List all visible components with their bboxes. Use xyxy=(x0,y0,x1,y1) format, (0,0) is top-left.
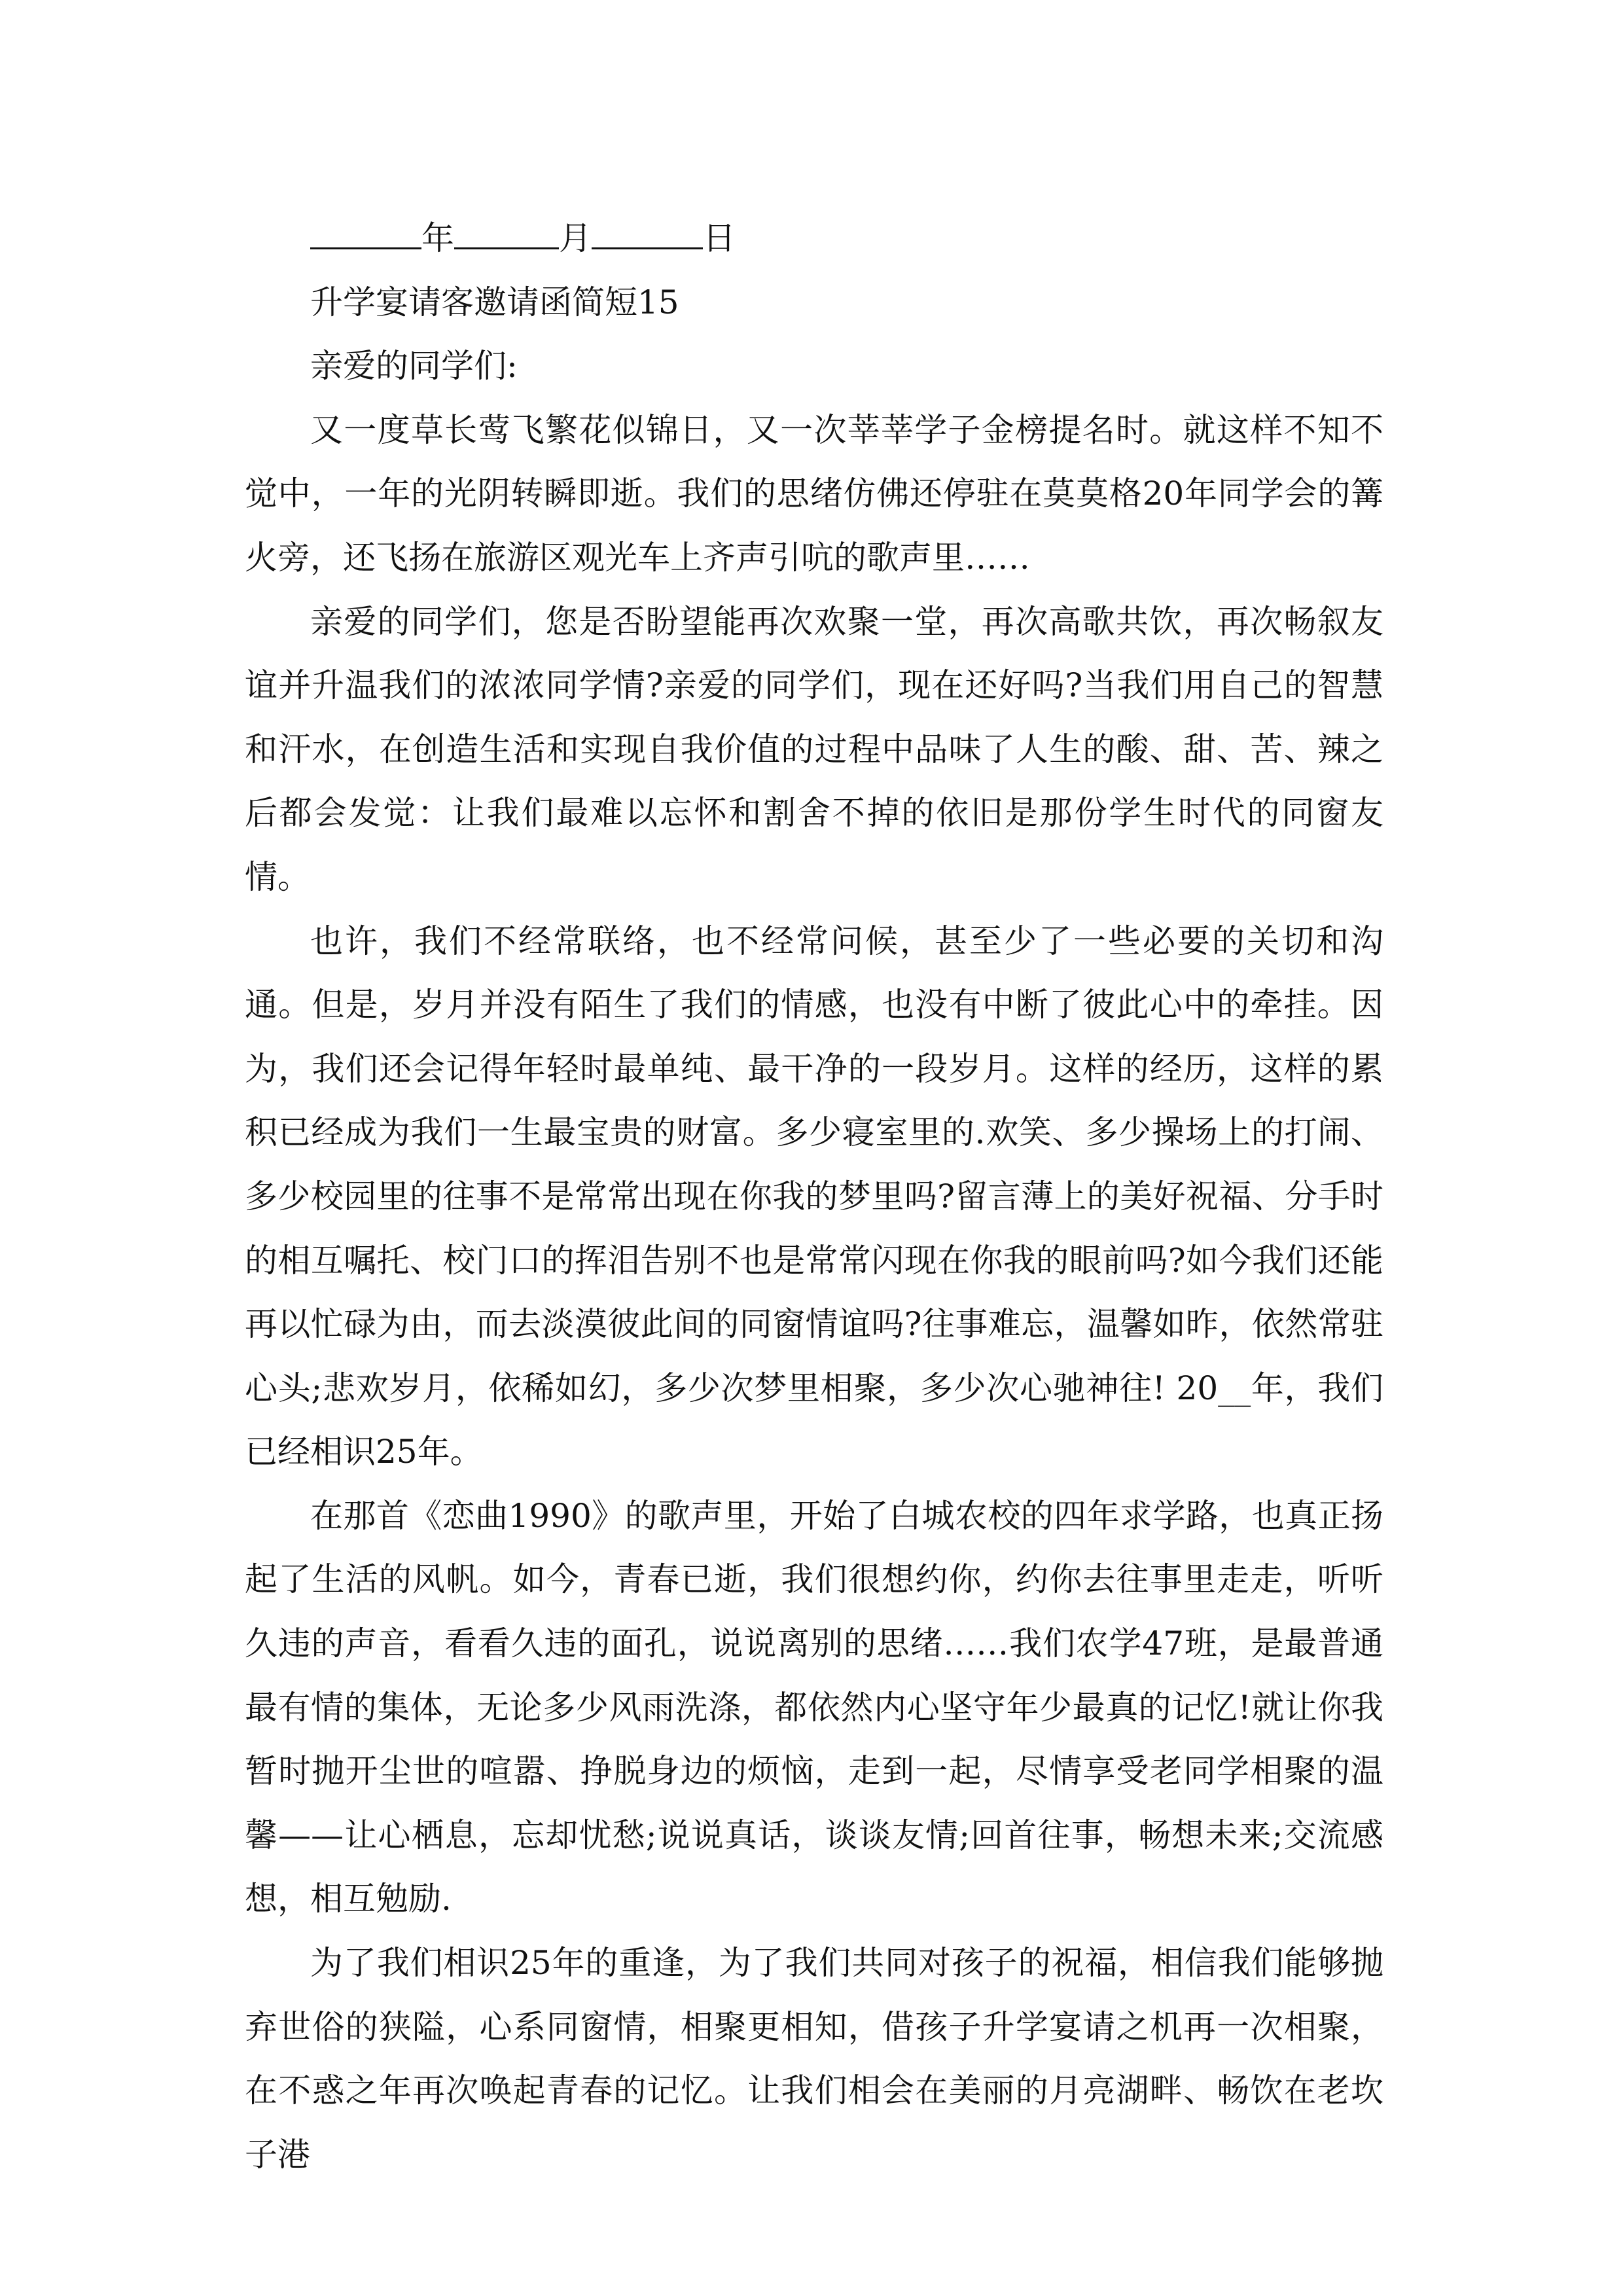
paragraph-2: 亲爱的同学们，您是否盼望能再次欢聚一堂，再次高歌共饮，再次畅叙友谊并升温我们的浓浓同学情?亲爱的同学们，现在还好吗?当我们用自己的智慧和汗水，在创造生活和实现自我价值的过程中品味了人生的酸、甜、苦、辣之后都会发觉：让我们最难以忘怀和割舍不掉的依旧是那份学生时代的同窗友情。 xyxy=(245,602,1383,896)
document-title: 升学宴请客邀请函简短15 xyxy=(310,283,679,321)
year-label: 年 xyxy=(421,219,454,257)
paragraph-1: 又一度草长莺飞繁花似锦日，又一次莘莘学子金榜提名时。就这样不知不觉中，一年的光阴转瞬即逝。我们的思绪仿佛还停驻在莫莫格20年同学会的篝火旁，还飞扬在旅游区观光车上齐声引吭的歌声里…… xyxy=(245,410,1383,577)
paragraph-5: 为了我们相识25年的重逢，为了我们共同对孩子的祝福，相信我们能够抛弃世俗的狭隘，心系同窗情，相聚更相知，借孩子升学宴请之机再一次相聚，在不惑之年再次唤起青春的记忆。让我们相会在美丽的月亮湖畔、畅饮在老坎子港 xyxy=(245,1944,1383,2174)
paragraph-4: 在那首《恋曲1990》的歌声里，开始了白城农校的四年求学路，也真正扬起了生活的风帆。如今，青春已逝，我们很想约你，约你去往事里走走，听听久违的声音，看看久违的面孔，说说离别的思绪……我们农学47班，是最普通最有情的集体，无论多少风雨洗涤，都依然内心坚守年少最真的记忆!就让你我暂时抛开尘世的喧嚣、挣脱身边的烦恼，走到一起，尽情享受老同学相聚的温馨——让心栖息，忘却忧愁;说说真话，谈谈友情;回首往事，畅想未来;交流感想，相互勉励. xyxy=(245,1496,1383,1918)
salutation: 亲爱的同学们: xyxy=(310,347,518,386)
document-body xyxy=(245,207,1383,2187)
year-blank xyxy=(310,208,421,249)
paragraph-3: 也许，我们不经常联络，也不经常问候，甚至少了一些必要的关切和沟通。但是，岁月并没有陌生了我们的情感，也没有中断了彼此心中的牵挂。因为，我们还会记得年轻时最单纯、最干净的一段岁月。这样的经历，这样的累积已经成为我们一生最宝贵的财富。多少寝室里的.欢笑、多少操场上的打闹、多少校园里的往事不是常常出现在你我的梦里吗?留言薄上的美好祝福、分手时的相互嘱托、校门口的挥泪告别不也是常常闪现在你我的眼前吗?如今我们还能再以忙碌为由，而去淡漠彼此间的同窗情谊吗?往事难忘，温馨如昨，依然常驻心头;悲欢岁月，依稀如幻，多少次梦里相聚，多少次心驰神往! 20__年，我们已经相识25年。 xyxy=(245,922,1383,1471)
month-blank xyxy=(454,208,559,249)
date-line xyxy=(245,207,1383,271)
day-label: 日 xyxy=(703,219,736,257)
day-blank xyxy=(592,208,703,249)
month-label: 月 xyxy=(559,219,592,257)
